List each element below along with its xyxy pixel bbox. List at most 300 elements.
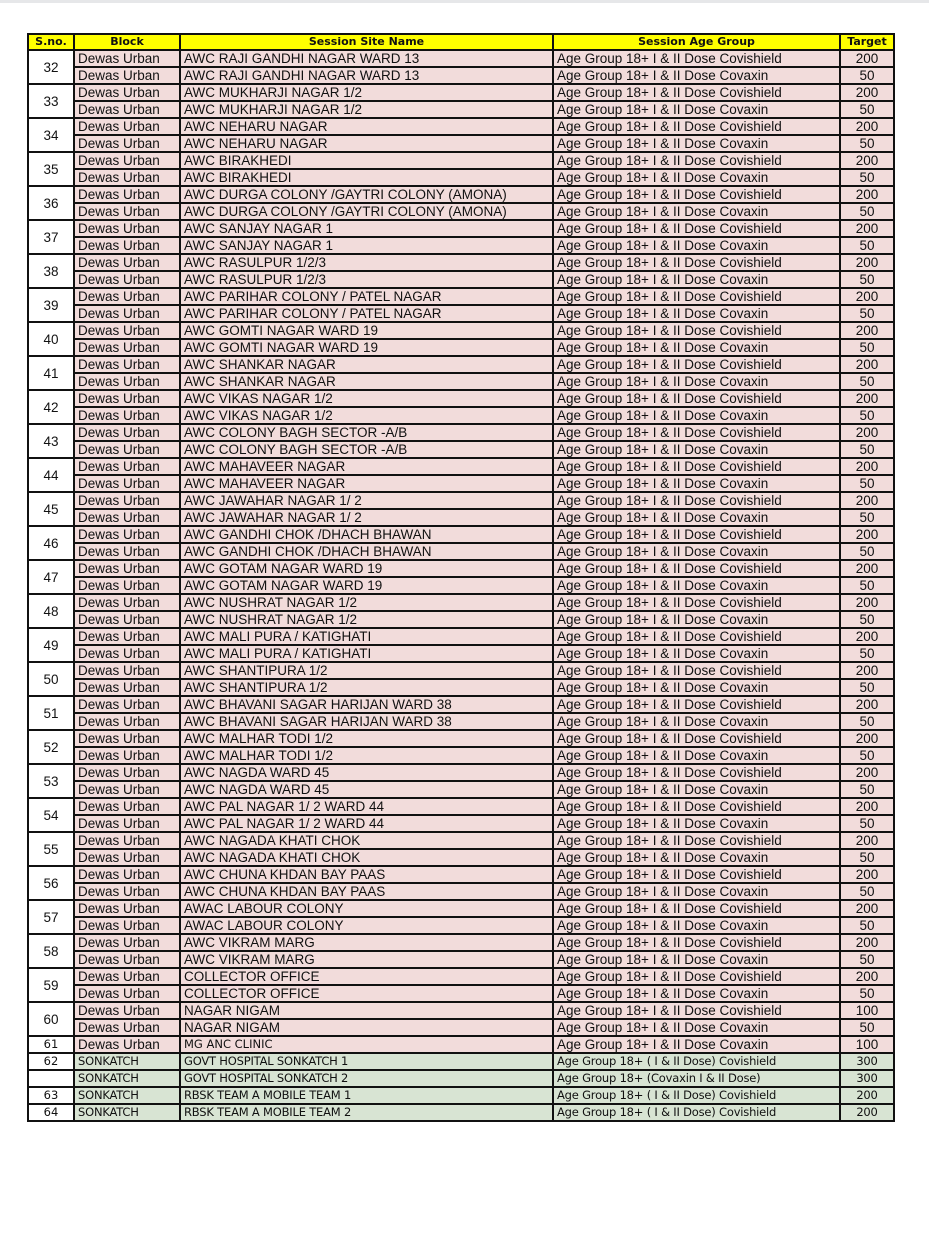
header-site-name: Session Site Name [180,34,553,50]
cell-block: Dewas Urban [74,951,180,968]
table-row [28,305,894,322]
cell-age-group: Age Group 18+ I & II Dose Covishield [553,866,840,883]
cell-age-group: Age Group 18+ I & II Dose Covishield [553,560,840,577]
cell-site-name: AWC BHAVANI SAGAR HARIJAN WARD 38 [180,696,553,713]
cell-sno: 32 [28,50,74,84]
table-row [28,186,894,203]
cell-block: Dewas Urban [74,577,180,594]
cell-site-name: AWC MAHAVEER NAGAR [180,475,553,492]
cell-site-name: AWC NUSHRAT NAGAR 1/2 [180,611,553,628]
cell-target: 200 [840,696,894,713]
cell-site-name: AWAC LABOUR COLONY [180,900,553,917]
cell-block: SONKATCH [74,1070,180,1087]
cell-target: 50 [840,305,894,322]
table-row [28,1002,894,1019]
table-row [28,934,894,951]
cell-age-group: Age Group 18+ I & II Dose Covishield [553,1002,840,1019]
table-row [28,628,894,645]
cell-site-name: AWC RAJI GANDHI NAGAR WARD 13 [180,50,553,67]
cell-age-group: Age Group 18+ I & II Dose Covishield [553,662,840,679]
table-row [28,951,894,968]
cell-block: Dewas Urban [74,288,180,305]
cell-target: 200 [840,1104,894,1121]
table-row [28,543,894,560]
table-row [28,339,894,356]
cell-target: 200 [840,866,894,883]
cell-age-group: Age Group 18+ I & II Dose Covishield [553,730,840,747]
cell-age-group: Age Group 18+ I & II Dose Covaxin [553,135,840,152]
cell-block: Dewas Urban [74,798,180,815]
table-row [28,798,894,815]
table-row [28,101,894,118]
cell-block: Dewas Urban [74,543,180,560]
header-target: Target [840,34,894,50]
table-row [28,611,894,628]
cell-block: Dewas Urban [74,645,180,662]
cell-site-name: AWC RAJI GANDHI NAGAR WARD 13 [180,67,553,84]
cell-target: 50 [840,67,894,84]
cell-block: Dewas Urban [74,67,180,84]
cell-target: 50 [840,135,894,152]
cell-block: Dewas Urban [74,407,180,424]
cell-site-name: AWC DURGA COLONY /GAYTRI COLONY (AMONA) [180,186,553,203]
cell-site-name: AWC DURGA COLONY /GAYTRI COLONY (AMONA) [180,203,553,220]
cell-block: Dewas Urban [74,390,180,407]
cell-age-group: Age Group 18+ I & II Dose Covishield [553,934,840,951]
cell-target: 50 [840,237,894,254]
table-row [28,254,894,271]
table-row [28,407,894,424]
cell-age-group: Age Group 18+ I & II Dose Covaxin [553,1036,840,1053]
cell-site-name: AWC GANDHI CHOK /DHACH BHAWAN [180,526,553,543]
cell-age-group: Age Group 18+ I & II Dose Covishield [553,186,840,203]
table-row [28,730,894,747]
cell-age-group: Age Group 18+ I & II Dose Covaxin [553,577,840,594]
table-row [28,50,894,67]
cell-age-group: Age Group 18+ I & II Dose Covishield [553,832,840,849]
cell-block: Dewas Urban [74,730,180,747]
cell-sno: 46 [28,526,74,560]
cell-age-group: Age Group 18+ I & II Dose Covishield [553,968,840,985]
cell-age-group: Age Group 18+ I & II Dose Covaxin [553,203,840,220]
cell-site-name: AWC PARIHAR COLONY / PATEL NAGAR [180,305,553,322]
cell-age-group: Age Group 18+ I & II Dose Covaxin [553,101,840,118]
table-row [28,441,894,458]
cell-age-group: Age Group 18+ I & II Dose Covishield [553,458,840,475]
cell-target: 100 [840,1002,894,1019]
cell-age-group: Age Group 18+ I & II Dose Covishield [553,424,840,441]
table-row [28,203,894,220]
cell-sno: 50 [28,662,74,696]
cell-site-name: AWC NAGADA KHATI CHOK [180,832,553,849]
cell-block: Dewas Urban [74,1002,180,1019]
cell-sno: 56 [28,866,74,900]
cell-sno: 35 [28,152,74,186]
cell-block: Dewas Urban [74,815,180,832]
cell-target: 50 [840,951,894,968]
cell-block: Dewas Urban [74,1019,180,1036]
cell-age-group: Age Group 18+ I & II Dose Covishield [553,390,840,407]
cell-block: Dewas Urban [74,747,180,764]
cell-block: Dewas Urban [74,968,180,985]
cell-site-name: NAGAR NIGAM [180,1002,553,1019]
cell-site-name: RBSK TEAM A MOBILE TEAM 1 [180,1087,553,1104]
cell-site-name: AWC COLONY BAGH SECTOR -A/B [180,424,553,441]
cell-site-name: AWC NEHARU NAGAR [180,118,553,135]
cell-site-name: AWC BIRAKHEDI [180,169,553,186]
cell-block: Dewas Urban [74,781,180,798]
cell-target: 200 [840,628,894,645]
cell-target: 200 [840,118,894,135]
cell-sno: 40 [28,322,74,356]
cell-site-name: AWC SANJAY NAGAR 1 [180,237,553,254]
cell-sno: 61 [28,1036,74,1053]
cell-block: Dewas Urban [74,475,180,492]
cell-site-name: AWC GOTAM NAGAR WARD 19 [180,577,553,594]
table-row [28,815,894,832]
cell-site-name: AWC JAWAHAR NAGAR 1/ 2 [180,509,553,526]
table-row [28,390,894,407]
cell-block: Dewas Urban [74,135,180,152]
cell-site-name: RBSK TEAM A MOBILE TEAM 2 [180,1104,553,1121]
cell-block: Dewas Urban [74,169,180,186]
cell-site-name: AWC MAHAVEER NAGAR [180,458,553,475]
session-site-table [27,33,895,1122]
cell-site-name: AWC GOTAM NAGAR WARD 19 [180,560,553,577]
cell-site-name: AWC GOMTI NAGAR WARD 19 [180,339,553,356]
cell-site-name: AWC BIRAKHEDI [180,152,553,169]
cell-site-name: MG ANC CLINIC [180,1036,553,1053]
cell-sno: 63 [28,1087,74,1104]
cell-target: 200 [840,526,894,543]
cell-age-group: Age Group 18+ I & II Dose Covaxin [553,305,840,322]
cell-age-group: Age Group 18+ I & II Dose Covishield [553,220,840,237]
table-row [28,220,894,237]
cell-target: 50 [840,1019,894,1036]
cell-site-name: AWC SHANKAR NAGAR [180,356,553,373]
cell-block: Dewas Urban [74,186,180,203]
cell-target: 50 [840,339,894,356]
cell-target: 200 [840,84,894,101]
cell-block: Dewas Urban [74,271,180,288]
cell-block: Dewas Urban [74,560,180,577]
cell-target: 200 [840,560,894,577]
cell-target: 50 [840,407,894,424]
cell-age-group: Age Group 18+ I & II Dose Covaxin [553,781,840,798]
cell-site-name: AWC GOMTI NAGAR WARD 19 [180,322,553,339]
cell-site-name: AWC MUKHARJI NAGAR 1/2 [180,84,553,101]
cell-target: 50 [840,883,894,900]
cell-block: Dewas Urban [74,985,180,1002]
cell-site-name: AWC MALHAR TODI 1/2 [180,730,553,747]
table-row [28,679,894,696]
cell-site-name: AWC CHUNA KHDAN BAY PAAS [180,883,553,900]
cell-site-name: AWC JAWAHAR NAGAR 1/ 2 [180,492,553,509]
cell-block: Dewas Urban [74,917,180,934]
cell-sno: 36 [28,186,74,220]
cell-target: 50 [840,577,894,594]
table-row [28,713,894,730]
table-row [28,781,894,798]
cell-site-name: COLLECTOR OFFICE [180,985,553,1002]
header-age-group: Session Age Group [553,34,840,50]
cell-block: Dewas Urban [74,441,180,458]
cell-target: 200 [840,322,894,339]
top-border-bar [0,0,929,3]
cell-block: Dewas Urban [74,237,180,254]
table-row [28,900,894,917]
cell-block: Dewas Urban [74,866,180,883]
cell-site-name: AWC MALHAR TODI 1/2 [180,747,553,764]
table-row [28,237,894,254]
cell-age-group: Age Group 18+ I & II Dose Covaxin [553,169,840,186]
cell-target: 100 [840,1036,894,1053]
cell-block: Dewas Urban [74,424,180,441]
cell-target: 200 [840,730,894,747]
cell-block: Dewas Urban [74,611,180,628]
cell-age-group: Age Group 18+ I & II Dose Covaxin [553,985,840,1002]
cell-site-name: AWC MUKHARJI NAGAR 1/2 [180,101,553,118]
cell-age-group: Age Group 18+ I & II Dose Covishield [553,526,840,543]
cell-block: Dewas Urban [74,679,180,696]
cell-age-group: Age Group 18+ I & II Dose Covaxin [553,543,840,560]
cell-block: Dewas Urban [74,84,180,101]
cell-sno: 54 [28,798,74,832]
table-row [28,169,894,186]
cell-site-name: GOVT HOSPITAL SONKATCH 1 [180,1053,553,1070]
table-row [28,458,894,475]
cell-target: 50 [840,203,894,220]
cell-target: 50 [840,917,894,934]
cell-sno: 58 [28,934,74,968]
cell-sno: 34 [28,118,74,152]
cell-target: 200 [840,186,894,203]
cell-age-group: Age Group 18+ I & II Dose Covaxin [553,271,840,288]
header-row [28,34,894,50]
cell-age-group: Age Group 18+ I & II Dose Covaxin [553,679,840,696]
cell-site-name: AWC PAL NAGAR 1/ 2 WARD 44 [180,798,553,815]
cell-site-name: AWC MALI PURA / KATIGHATI [180,628,553,645]
cell-age-group: Age Group 18+ I & II Dose Covishield [553,254,840,271]
cell-age-group: Age Group 18+ I & II Dose Covishield [553,492,840,509]
table-row [28,135,894,152]
cell-age-group: Age Group 18+ I & II Dose Covaxin [553,645,840,662]
table-row [28,832,894,849]
table-row [28,866,894,883]
table-row [28,577,894,594]
cell-target: 50 [840,611,894,628]
cell-block: Dewas Urban [74,50,180,67]
cell-target: 50 [840,373,894,390]
cell-age-group: Age Group 18+ I & II Dose Covishield [553,84,840,101]
cell-age-group: Age Group 18+ I & II Dose Covishield [553,152,840,169]
cell-block: Dewas Urban [74,594,180,611]
cell-age-group: Age Group 18+ I & II Dose Covishield [553,50,840,67]
cell-target: 200 [840,832,894,849]
table-row [28,475,894,492]
cell-sno: 37 [28,220,74,254]
cell-block: Dewas Urban [74,305,180,322]
cell-site-name: AWC BHAVANI SAGAR HARIJAN WARD 38 [180,713,553,730]
table-row [28,152,894,169]
cell-site-name: AWC NAGADA KHATI CHOK [180,849,553,866]
cell-block: Dewas Urban [74,254,180,271]
cell-age-group: Age Group 18+ I & II Dose Covaxin [553,339,840,356]
cell-block: Dewas Urban [74,1036,180,1053]
cell-block: Dewas Urban [74,883,180,900]
cell-sno: 62 [28,1053,74,1070]
table-row [28,696,894,713]
cell-age-group: Age Group 18+ I & II Dose Covaxin [553,237,840,254]
cell-target: 50 [840,509,894,526]
table-row [28,1036,894,1053]
cell-target: 200 [840,900,894,917]
table-row [28,764,894,781]
cell-site-name: AWC RASULPUR 1/2/3 [180,271,553,288]
table-row [28,373,894,390]
table-row [28,747,894,764]
cell-age-group: Age Group 18+ (Covaxin I & II Dose) [553,1070,840,1087]
table-row [28,84,894,101]
table-row [28,1019,894,1036]
cell-age-group: Age Group 18+ I & II Dose Covishield [553,288,840,305]
cell-site-name: AWC RASULPUR 1/2/3 [180,254,553,271]
cell-age-group: Age Group 18+ I & II Dose Covaxin [553,611,840,628]
cell-target: 200 [840,50,894,67]
cell-target: 200 [840,288,894,305]
cell-age-group: Age Group 18+ ( I & II Dose) Covishield [553,1087,840,1104]
table-row [28,424,894,441]
cell-age-group: Age Group 18+ I & II Dose Covaxin [553,475,840,492]
cell-target: 50 [840,713,894,730]
cell-block: Dewas Urban [74,509,180,526]
cell-target: 50 [840,815,894,832]
cell-sno: 44 [28,458,74,492]
cell-target: 200 [840,492,894,509]
cell-target: 200 [840,798,894,815]
cell-age-group: Age Group 18+ I & II Dose Covaxin [553,917,840,934]
cell-target: 200 [840,254,894,271]
cell-target: 200 [840,152,894,169]
cell-age-group: Age Group 18+ I & II Dose Covaxin [553,951,840,968]
cell-target: 200 [840,220,894,237]
table-row [28,985,894,1002]
cell-age-group: Age Group 18+ I & II Dose Covaxin [553,883,840,900]
cell-sno: 45 [28,492,74,526]
cell-site-name: AWC COLONY BAGH SECTOR -A/B [180,441,553,458]
cell-target: 50 [840,985,894,1002]
cell-site-name: AWAC LABOUR COLONY [180,917,553,934]
cell-age-group: Age Group 18+ I & II Dose Covaxin [553,407,840,424]
table-row [28,288,894,305]
cell-site-name: AWC PAL NAGAR 1/ 2 WARD 44 [180,815,553,832]
cell-site-name: NAGAR NIGAM [180,1019,553,1036]
cell-age-group: Age Group 18+ I & II Dose Covishield [553,900,840,917]
cell-target: 200 [840,662,894,679]
cell-target: 200 [840,1087,894,1104]
cell-block: Dewas Urban [74,203,180,220]
table-row [28,1087,894,1104]
table-row [28,1070,894,1087]
cell-block: Dewas Urban [74,101,180,118]
cell-age-group: Age Group 18+ I & II Dose Covishield [553,696,840,713]
cell-age-group: Age Group 18+ I & II Dose Covaxin [553,1019,840,1036]
cell-site-name: AWC SHANKAR NAGAR [180,373,553,390]
cell-age-group: Age Group 18+ I & II Dose Covaxin [553,815,840,832]
cell-target: 200 [840,594,894,611]
cell-age-group: Age Group 18+ I & II Dose Covaxin [553,373,840,390]
cell-block: Dewas Urban [74,934,180,951]
table-row [28,509,894,526]
cell-age-group: Age Group 18+ ( I & II Dose) Covishield [553,1053,840,1070]
table-row [28,883,894,900]
cell-age-group: Age Group 18+ I & II Dose Covishield [553,798,840,815]
cell-site-name: AWC NUSHRAT NAGAR 1/2 [180,594,553,611]
cell-sno: 49 [28,628,74,662]
cell-sno: 42 [28,390,74,424]
cell-target: 200 [840,764,894,781]
cell-site-name: AWC SHANTIPURA 1/2 [180,662,553,679]
cell-target: 300 [840,1053,894,1070]
cell-site-name: GOVT HOSPITAL SONKATCH 2 [180,1070,553,1087]
cell-target: 50 [840,101,894,118]
cell-age-group: Age Group 18+ I & II Dose Covaxin [553,509,840,526]
table-row [28,526,894,543]
cell-block: Dewas Urban [74,526,180,543]
table-row [28,118,894,135]
cell-age-group: Age Group 18+ I & II Dose Covishield [553,628,840,645]
cell-block: SONKATCH [74,1087,180,1104]
cell-target: 200 [840,968,894,985]
cell-sno: 57 [28,900,74,934]
cell-sno: 55 [28,832,74,866]
table-row [28,662,894,679]
cell-block: SONKATCH [74,1104,180,1121]
table-row [28,968,894,985]
table-row [28,356,894,373]
cell-target: 50 [840,849,894,866]
table-body [28,50,894,1121]
header-block: Block [74,34,180,50]
cell-sno: 64 [28,1104,74,1121]
cell-site-name: AWC VIKRAM MARG [180,951,553,968]
cell-site-name: AWC SANJAY NAGAR 1 [180,220,553,237]
cell-site-name: AWC CHUNA KHDAN BAY PAAS [180,866,553,883]
cell-sno: 47 [28,560,74,594]
cell-sno: 59 [28,968,74,1002]
cell-block: Dewas Urban [74,492,180,509]
cell-target: 300 [840,1070,894,1087]
header-sno: S.no. [28,34,74,50]
cell-target: 50 [840,543,894,560]
cell-target: 200 [840,424,894,441]
table-row [28,594,894,611]
cell-block: Dewas Urban [74,900,180,917]
cell-sno: 60 [28,1002,74,1036]
cell-block: Dewas Urban [74,339,180,356]
cell-target: 200 [840,390,894,407]
cell-site-name: AWC VIKRAM MARG [180,934,553,951]
cell-block: Dewas Urban [74,152,180,169]
cell-age-group: Age Group 18+ I & II Dose Covaxin [553,67,840,84]
table-row [28,492,894,509]
table-row [28,271,894,288]
table-row [28,849,894,866]
cell-age-group: Age Group 18+ I & II Dose Covaxin [553,713,840,730]
cell-site-name: AWC NAGDA WARD 45 [180,764,553,781]
cell-target: 50 [840,747,894,764]
cell-sno: 48 [28,594,74,628]
